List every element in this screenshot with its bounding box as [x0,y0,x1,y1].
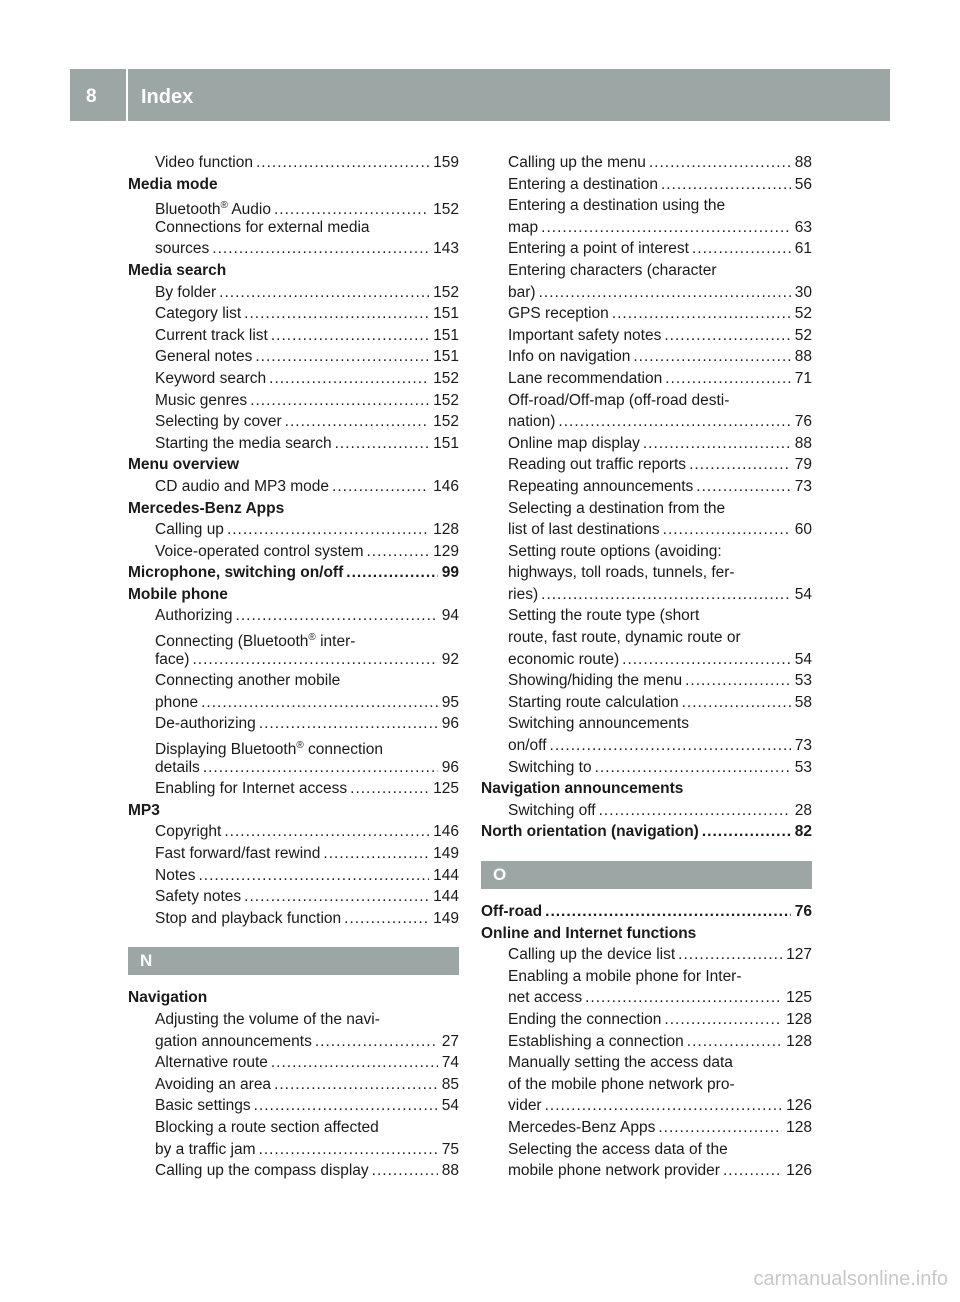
page-reference: 159 [433,154,459,171]
page-reference: 128 [433,521,459,539]
page-reference: 53 [794,758,812,776]
index-entry[interactable] [481,670,812,692]
leader-dots [219,282,429,304]
page-reference: 52 [794,326,812,344]
leader-dots [244,886,429,908]
index-entry[interactable] [128,713,459,735]
leader-dots [224,821,429,843]
index-entry: Displaying Bluetooth® connection [155,740,383,759]
index-entry[interactable] [481,476,812,498]
leader-dots [539,282,791,304]
entry-text: map [508,218,539,236]
leader-dots [658,1117,782,1139]
leader-dots [595,757,791,779]
index-entry[interactable] [128,390,459,412]
leader-dots [367,541,430,563]
page-reference: 71 [794,369,812,387]
watermark: carmanualsonline.info [753,1268,948,1290]
index-entry[interactable] [481,1160,812,1182]
index-entry[interactable] [128,1031,459,1053]
page-reference: 151 [433,326,459,344]
index-heading: Navigation announcements [481,780,684,798]
entry-text: De-authorizing [155,715,256,733]
leader-dots [192,649,437,671]
page-reference: 151 [433,434,459,452]
leader-dots [550,735,791,757]
page-reference: 61 [794,240,812,258]
index-entry[interactable] [481,584,812,606]
entry-text: Authorizing [155,607,233,625]
leader-dots [692,238,791,260]
entry-text: Establishing a connection [508,1032,684,1050]
entry-text: Online map display [508,434,640,452]
page-reference: 128 [786,1118,812,1136]
index-column-left [128,152,459,1182]
index-entry: Manually setting the access data [508,1054,733,1072]
leader-dots [199,865,430,887]
index-heading: Online and Internet functions [481,924,697,942]
leader-dots [271,1052,438,1074]
entry-text: Calling up the menu [508,154,646,171]
leader-dots [244,303,429,325]
entry-text: sources [155,240,210,258]
entry-text: Avoiding an area [155,1075,272,1093]
entry-text: Starting route calculation [508,693,679,711]
index-heading: Media mode [128,175,218,193]
entry-text: Switching off [508,801,596,819]
index-entry: Selecting the access data of the [508,1140,728,1158]
leader-dots [344,908,429,930]
entry-text: Enabling for Internet access [155,780,348,798]
entry-text: Entering a point of interest [508,240,689,258]
page-reference: 152 [433,369,459,387]
page-reference: 88 [794,434,812,452]
page-reference: 76 [794,413,812,431]
entry-text: Switching to [508,758,592,776]
index-entry[interactable] [128,152,459,174]
entry-text: Info on navigation [508,348,631,366]
leader-dots [622,649,791,671]
leader-dots [682,692,791,714]
index-entry[interactable] [481,282,812,304]
index-entry[interactable] [481,454,812,476]
entry-text: Microphone, switching on/off [128,564,344,582]
leader-dots [723,1160,782,1182]
leader-dots [664,325,790,347]
index-entry[interactable] [481,1031,812,1053]
index-entry[interactable] [128,778,459,800]
index-entry[interactable] [128,433,459,455]
entry-text: Bluetooth® Audio [155,200,271,219]
entry-text: North orientation (navigation) [481,823,699,841]
index-entry[interactable] [481,757,812,779]
leader-dots [372,1160,438,1182]
index-entry[interactable] [128,886,459,908]
leader-dots [254,1095,438,1117]
entry-text: CD audio and MP3 mode [155,477,330,495]
index-column-right [481,152,812,1182]
entry-text: gation announcements [155,1032,312,1050]
index-entry[interactable] [128,1139,459,1161]
index-entry[interactable] [481,1095,812,1117]
entry-text: net access [508,989,583,1007]
index-entry: Entering characters (character [508,261,717,279]
index-entry[interactable] [481,735,812,757]
leader-dots [643,433,791,455]
page-reference: 73 [794,737,812,755]
leader-dots [274,1074,438,1096]
index-entry[interactable] [128,282,459,304]
entry-text: GPS reception [508,305,609,323]
leader-dots [285,411,429,433]
leader-dots [259,713,438,735]
index-entry[interactable] [128,692,459,714]
entry-text: Calling up the device list [508,946,676,964]
entry-text: bar) [508,283,536,301]
index-entry: Connecting another mobile [155,672,341,690]
index-entry: Selecting a destination from the [508,499,726,517]
index-entry[interactable] [128,1095,459,1117]
index-entry[interactable] [481,433,812,455]
entry-text: Off-road [481,903,543,920]
page-reference: 58 [794,693,812,711]
index-entry[interactable] [128,865,459,887]
page-reference: 63 [794,218,812,236]
entry-text: Category list [155,305,242,323]
index-entry[interactable] [481,1117,812,1139]
leader-dots [541,584,791,606]
index-entry: Entering a destination using the [508,197,726,215]
index-entry: highways, toll roads, tunnels, fer- [508,564,735,582]
leader-dots [250,390,429,412]
index-entry[interactable] [481,368,812,390]
page-reference: 152 [433,391,459,409]
leader-dots [323,843,429,865]
leader-dots [255,346,429,368]
leader-dots [665,368,791,390]
leader-dots [212,238,429,260]
index-entry[interactable] [128,1052,459,1074]
entry-text: economic route) [508,650,620,668]
page-reference: 28 [794,801,812,819]
page-reference: 53 [794,672,812,690]
index-heading: MP3 [128,801,160,819]
page-reference: 85 [441,1075,459,1093]
entry-text: Important safety notes [508,326,662,344]
page-reference: 143 [433,240,459,258]
entry-text: by a traffic jam [155,1140,256,1158]
page-reference: 88 [794,154,812,171]
page-reference: 75 [441,1140,459,1158]
index-entry[interactable] [481,692,812,714]
index-entry: Enabling a mobile phone for Inter- [508,967,742,985]
index-entry[interactable] [128,238,459,260]
index-heading: Mobile phone [128,585,228,603]
index-entry[interactable] [128,843,459,865]
index-entry[interactable] [128,195,459,217]
page-reference: 99 [441,564,459,582]
leader-dots [696,476,790,498]
index-entry: Switching announcements [508,715,689,733]
page-reference: 92 [441,650,459,668]
leader-dots [335,433,430,455]
entry-text: Keyword search [155,369,267,387]
index-entry[interactable] [128,541,459,563]
entry-text: phone [155,693,199,711]
leader-dots [201,692,438,714]
entry-text: Starting the media search [155,434,332,452]
entry-text: Entering a destination [508,175,658,193]
leader-dots [663,519,791,541]
page-reference: 73 [794,477,812,495]
index-entry[interactable] [128,821,459,843]
index-entry[interactable] [481,325,812,347]
page-reference: 125 [786,989,812,1007]
leader-dots [256,152,429,174]
entry-text: Voice-operated control system [155,542,364,560]
entry-text: Showing/hiding the menu [508,672,683,690]
entry-text: Video function [155,154,253,171]
index-entry[interactable] [481,519,812,541]
index-heading[interactable] [481,901,812,923]
index-entry[interactable] [128,476,459,498]
index-entry[interactable] [128,346,459,368]
page-reference: 152 [433,413,459,431]
page-reference: 54 [441,1097,459,1115]
leader-dots [271,325,429,347]
entry-text: face) [155,650,190,668]
entry-text: Safety notes [155,888,242,906]
index-entry[interactable] [481,217,812,239]
entry-text: mobile phone network provider [508,1162,720,1180]
index-entry[interactable] [481,174,812,196]
page-reference: 144 [433,866,459,884]
leader-dots [269,368,429,390]
entry-text: Selecting by cover [155,413,282,431]
leader-dots [332,476,429,498]
index-entry: Setting route options (avoiding: [508,542,722,560]
index-entry[interactable] [128,325,459,347]
page-reference: 152 [433,283,459,301]
leader-dots [612,303,791,325]
index-entry[interactable] [481,987,812,1009]
page-reference: 151 [433,305,459,323]
section-letter-n: N [128,947,459,975]
entry-text: details [155,758,200,776]
entry-text: General notes [155,348,253,366]
index-entry: Blocking a route section affected [155,1118,379,1136]
leader-dots [315,1031,438,1053]
page-reference: 88 [794,348,812,366]
index-entry: Connections for external media [155,218,370,236]
index-entry[interactable] [481,1009,812,1031]
entry-text: on/off [508,737,547,755]
index-entry[interactable] [481,303,812,325]
entry-text: Music genres [155,391,248,409]
registered-mark: ® [296,740,304,752]
page-reference: 96 [441,715,459,733]
leader-dots [702,821,791,843]
page-reference: 88 [441,1162,459,1180]
leader-dots [633,346,790,368]
leader-dots [545,901,791,923]
entry-text: Lane recommendation [508,369,663,387]
index-entry[interactable] [481,800,812,822]
leader-dots [585,987,782,1009]
leader-dots [558,411,790,433]
index-entry[interactable] [481,944,812,966]
index-heading: Media search [128,261,227,279]
leader-dots [227,519,429,541]
page-reference: 79 [794,456,812,474]
index-entry: Connecting (Bluetooth® inter- [155,632,356,651]
index-entry: Adjusting the volume of the navi- [155,1010,380,1028]
index-entry[interactable] [128,1160,459,1182]
entry-text: Reading out traffic reports [508,456,687,474]
registered-mark: ® [308,632,316,644]
page-number: 8 [86,86,97,107]
entry-text: Notes [155,866,196,884]
page-reference: 144 [433,888,459,906]
registered-mark: ® [220,200,228,212]
page-reference: 127 [786,946,812,964]
entry-text: Calling up the compass display [155,1162,369,1180]
index-heading: Navigation [128,989,208,1007]
leader-dots [350,778,429,800]
header-separator [126,69,128,121]
entry-text: Stop and playback function [155,909,342,927]
index-heading[interactable] [128,562,459,584]
index-entry[interactable] [481,411,812,433]
entry-text: ries) [508,585,539,603]
index-entry[interactable] [481,238,812,260]
index-entry[interactable] [128,649,459,671]
index-heading[interactable] [481,821,812,843]
page-reference: 146 [433,823,459,841]
page-reference: 30 [794,283,812,301]
entry-text: Copyright [155,823,222,841]
index-entry[interactable] [128,411,459,433]
page-reference: 125 [433,780,459,798]
page-reference: 52 [794,305,812,323]
page-reference: 74 [441,1054,459,1072]
index-heading: Menu overview [128,456,240,474]
page-reference: 149 [433,845,459,862]
index-entry[interactable] [128,519,459,541]
page-reference: 54 [794,585,812,603]
leader-dots [689,454,791,476]
leader-dots [259,1139,438,1161]
page-reference: 56 [794,175,812,193]
leader-dots [649,152,791,174]
page-reference: 76 [794,903,812,920]
page-reference: 152 [433,201,459,219]
index-entry: Setting the route type (short [508,607,700,625]
leader-dots [203,757,438,779]
entry-text: By folder [155,283,217,301]
index-entry: of the mobile phone network pro- [508,1075,735,1093]
page-reference: 149 [433,909,459,927]
entry-text: Ending the connection [508,1010,662,1028]
leader-dots [678,944,782,966]
entry-text: Fast forward/fast rewind [155,845,321,862]
index-entry[interactable] [128,605,459,627]
leader-dots [346,562,437,584]
page-reference: 95 [441,693,459,711]
entry-text: nation) [508,413,556,431]
entry-text: Alternative route [155,1054,268,1072]
page-reference: 54 [794,650,812,668]
leader-dots [664,1009,782,1031]
entry-text: vider [508,1097,542,1115]
page-reference: 82 [794,823,812,841]
page-title: Index [141,86,194,108]
index-entry: Off-road/Off-map (off-road desti- [508,391,730,409]
page-reference: 94 [441,607,459,625]
leader-dots [541,217,791,239]
page-reference: 27 [441,1032,459,1050]
section-letter-o: O [481,861,812,889]
page-reference: 126 [786,1162,812,1180]
index-entry[interactable] [128,757,459,779]
index-entry[interactable] [128,368,459,390]
entry-text: Mercedes-Benz Apps [508,1118,656,1136]
page-reference: 128 [786,1032,812,1050]
entry-text: Basic settings [155,1097,251,1115]
page-reference: 151 [433,348,459,366]
index-entry[interactable] [128,303,459,325]
page-reference: 126 [786,1097,812,1115]
index-entry[interactable] [481,152,812,174]
leader-dots [545,1095,783,1117]
index-entry[interactable] [481,346,812,368]
page-reference: 129 [433,542,459,560]
page-reference: 146 [433,477,459,495]
index-entry[interactable] [128,908,459,930]
page-reference: 96 [441,758,459,776]
leader-dots [661,174,791,196]
leader-dots [685,670,791,692]
page-reference: 128 [786,1010,812,1028]
index-entry[interactable] [128,1074,459,1096]
entry-text: list of last destinations [508,521,660,539]
index-entry[interactable] [481,649,812,671]
entry-text: Current track list [155,326,268,344]
leader-dots [687,1031,782,1053]
entry-text: Repeating announcements [508,477,694,495]
entry-text: Calling up [155,521,224,539]
index-heading: Mercedes-Benz Apps [128,499,285,517]
index-entry: route, fast route, dynamic route or [508,629,741,647]
leader-dots [599,800,791,822]
page-reference: 60 [794,521,812,539]
leader-dots [236,605,438,627]
